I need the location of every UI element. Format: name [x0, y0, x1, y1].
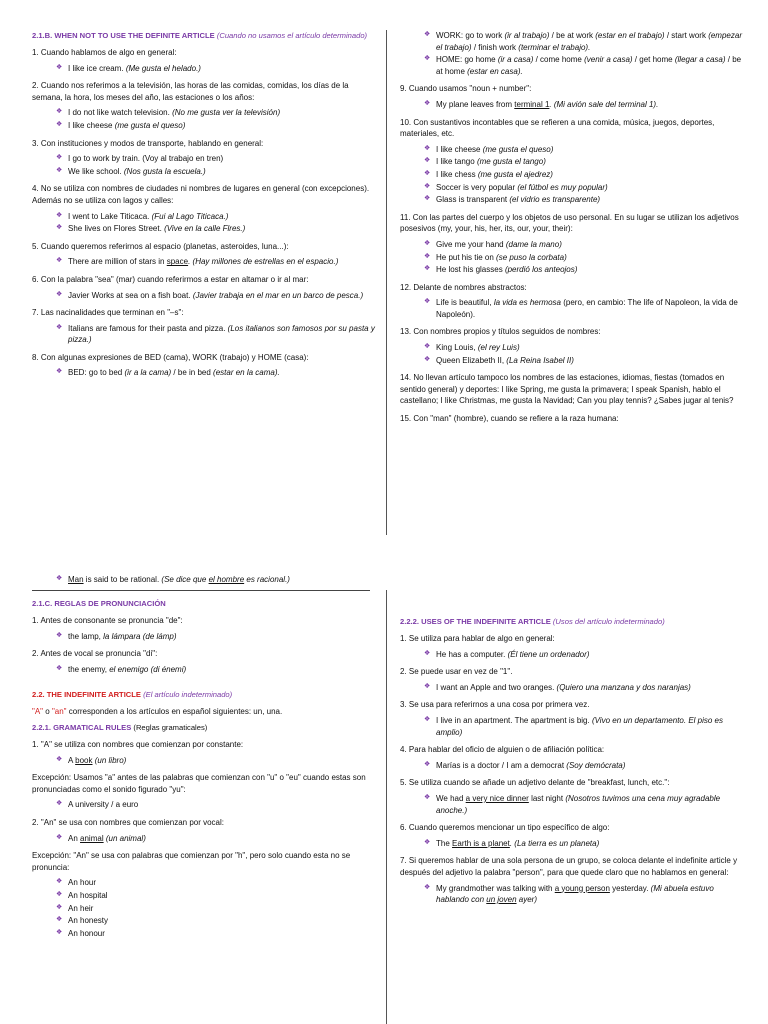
example: ❖ Javier Works at sea on a fish boat. (Javier trabaja en el mar en un barco de pesca.)	[56, 290, 377, 302]
rule-9: 9. Cuando usamos "noun + number":	[400, 84, 532, 94]
example: ❖ Man is said to be rational. (Se dice que el hombre es racional.)	[56, 574, 377, 586]
example-list	[424, 99, 745, 111]
example-list	[56, 664, 377, 676]
example-list	[424, 793, 745, 816]
top-left-column	[32, 30, 377, 385]
example: ❖ I go to work by train. (Voy al trabajo en tren)	[56, 153, 377, 165]
example: ❖ I like tango (me gusta el tango)	[424, 156, 745, 168]
exception: Excepción: Usamos "a" antes de las palabras que comienzan con "u" o "eu" cuando estas son pronunciadas como el sonido figurado "yu":	[32, 773, 366, 794]
example: ❖ I like cheese (me gusta el queso)	[56, 120, 377, 132]
use-1: 1. Se utiliza para hablar de algo en general:	[400, 634, 555, 643]
rule-2: 2. Antes de vocal se pronuncia "di":	[32, 649, 158, 659]
example-list	[424, 715, 745, 738]
example-list	[56, 107, 377, 131]
example: ❖ WORK: go to work (ir al trabajo) / be at work (estar en el trabajo) / start work (empezar el trabajo) / finish work (terminar el trabajo).	[424, 30, 745, 53]
example-list	[56, 631, 377, 643]
rule-7: 7. Las nacinalidades que terminan en "–s":	[32, 308, 184, 318]
use-7: 7. Si queremos hablar de una sola persona de un grupo, se coloca delante el indefinite article y después del adjetivo la palabra "person", para que quede claro que no hablamos en general:	[400, 856, 738, 877]
example-list	[424, 297, 745, 320]
example: ❖ HOME: go home (ir a casa) / come home (venir a casa) / get home (llegar a casa) / be at home (estar en casa).	[424, 54, 745, 77]
example: ❖ An honesty	[56, 915, 377, 927]
example: ❖ He put his tie on (se puso la corbata)	[424, 252, 745, 264]
example: ❖ the enemy, el enemigo (di énemi)	[56, 664, 377, 676]
section-title: 2.2.1. GRAMATICAL RULES (Reglas gramaticales)	[32, 722, 208, 732]
example: ❖ An honour	[56, 928, 377, 940]
example-list	[424, 682, 745, 694]
example: ❖ I do not like watch television. (No me gusta ver la televisión)	[56, 107, 377, 119]
example: ❖ My grandmother was talking with a young person yesterday. (Mi abuela estuvo hablando con un joven ayer)	[424, 883, 745, 906]
column-divider	[386, 30, 387, 535]
use-6: 6. Cuando queremos mencionar un tipo específico de algo:	[400, 823, 610, 833]
example: ❖ I went to Lake Titicaca. (Fui al Lago Titicaca.)	[56, 211, 377, 223]
example-list	[424, 144, 745, 206]
rule-6: 6. Con la palabra "sea" (mar) cuando referirmos a estar en altamar o ir al mar:	[32, 274, 309, 284]
example: ❖ the lamp, la lámpara (de lámp)	[56, 631, 377, 643]
example: ❖ An hour	[56, 877, 377, 889]
example: ❖ I like chess (me gusta el ajedrez)	[424, 169, 745, 181]
example: ❖ The Earth is a planet. (La tierra es un planeta)	[424, 838, 745, 850]
rule-1: 1. Antes de consonante se pronuncia "de":	[32, 616, 183, 625]
example: ❖ An hospital	[56, 890, 377, 902]
rule-12: 12. Delante de nombres abstractos:	[400, 282, 527, 292]
example-list	[424, 649, 745, 661]
example: ❖ I live in an apartment. The apartment is big. (Vivo en un departamento. El piso es amplio)	[424, 715, 745, 738]
example: ❖ An animal (un animal)	[56, 833, 377, 845]
example-list	[424, 883, 745, 906]
example: ❖ A book (un libro)	[56, 755, 377, 767]
example-list	[56, 833, 377, 845]
rule-5: 5. Cuando queremos referirnos al espacio (planetas, asteroides, luna...):	[32, 241, 289, 251]
example: ❖ I like cheese (me gusta el queso)	[424, 144, 745, 156]
example: ❖ BED: go to bed (ir a la cama) / be in bed (estar en la cama).	[56, 367, 377, 379]
bottom-left-column	[32, 574, 377, 592]
example-list	[56, 799, 377, 811]
example: ❖ He lost his glasses (perdió los anteojos)	[424, 264, 745, 276]
example: ❖ Glass is transparent (el vidrio es transparente)	[424, 194, 745, 206]
rule-4: 4. No se utiliza con nombres de ciudades ni nombres de lugares en general (con excepciones). Además no se utiliza con lagos y calles:	[32, 184, 370, 205]
use-2: 2. Se puede usar en vez de "1".	[400, 667, 513, 677]
rule-10: 10. Con sustantivos incontables que se refieren a una comida, música, juegos, deportes, materiales, etc.	[400, 117, 715, 139]
example-list	[56, 256, 377, 268]
example-list	[424, 239, 745, 276]
example-list	[56, 323, 377, 346]
example: ❖ There are million of stars in space. (Hay millones de estrellas en el espacio.)	[56, 256, 377, 268]
a-an-intro: "A" o "an" corresponden a los artículos en español siguientes: un, una.	[32, 707, 283, 717]
rule-8: 8. Con algunas expresiones de BED (cama), WORK (trabajo) y HOME (casa):	[32, 352, 309, 362]
example-list	[56, 153, 377, 177]
example-list	[424, 342, 745, 366]
rule-3: 3. Con instituciones y modos de transporte, hablando en general:	[32, 138, 264, 148]
rule-2: 2. Cuando nos referimos a la televisión, las horas de las comidas, comidas, los días de la semana, la hora, los meses del año, las estaciones o los años:	[32, 81, 349, 102]
example: ❖ Life is beautiful, la vida es hermosa (pero, en cambio: The life of Napoleon, la vida de Napoleón).	[424, 297, 745, 320]
separator-line	[32, 590, 370, 591]
example-list	[56, 574, 377, 586]
example-list	[424, 838, 745, 850]
bottom-left-column-main	[32, 598, 377, 945]
example-list	[424, 760, 745, 772]
section-title: 2.2.2. USES OF THE INDEFINITE ARTICLE (Usos del artículo indeterminado)	[400, 617, 665, 626]
example-list	[56, 290, 377, 302]
rule-11: 11. Con las partes del cuerpo y los objetos de uso personal. En su lugar se utilizan los adjetivos posesivos (my, your, his, her, its, our, your, their):	[400, 212, 739, 234]
example-list	[424, 30, 745, 77]
rule-15: 15. Con "man" (hombre), cuando se refiere a la raza humana:	[400, 414, 619, 424]
example-list	[56, 63, 377, 75]
example: ❖ I want an Apple and two oranges. (Quiero una manzana y dos naranjas)	[424, 682, 745, 694]
top-right-column	[400, 30, 745, 429]
example: ❖ I like ice cream. (Me gusta el helado.)	[56, 63, 377, 75]
rule-14: 14. No llevan artículo tampoco los nombres de las estaciones, idiomas, fiestas (tomados en sentido general) y deportes: I like Spring, me gusta la primavera; I speak Spanish, hablo el castellano; I like Christmas, me gusta la Navidad; Can you play tennis? ¿Sabes jugar al tenis?	[400, 373, 734, 406]
example: ❖ She lives on Flores Street. (Vive en la calle Flres.)	[56, 223, 377, 235]
rule-2: 2. "An" se usa con nombres que comienzan por vocal:	[32, 817, 225, 827]
example: ❖ Give me your hand (dame la mano)	[424, 239, 745, 251]
use-3: 3. Se usa para referirnos a una cosa por primera vez.	[400, 700, 590, 710]
example: ❖ Soccer is very popular (el fútbol es muy popular)	[424, 182, 745, 194]
column-divider	[386, 590, 387, 1024]
example-list	[56, 211, 377, 235]
example: ❖ An heir	[56, 903, 377, 915]
page-bottom	[0, 560, 768, 1024]
section-title: 2.1.C. REGLAS DE PRONUNCIACIÓN	[32, 599, 166, 608]
example: ❖ A university / a euro	[56, 799, 377, 811]
rule-1: 1. "A" se utiliza con nombres que comienzan por constante:	[32, 739, 244, 749]
example-list	[56, 877, 377, 939]
bottom-right-column	[400, 616, 745, 912]
example-list	[56, 755, 377, 767]
example: ❖ We had a very nice dinner last night (Nosotros tuvimos una cena muy agradable anoche.)	[424, 793, 745, 816]
section-title: 2.2. THE INDEFINITE ARTICLE (El artículo indeterminado)	[32, 690, 233, 700]
example: ❖ My plane leaves from terminal 1. (Mi avión sale del terminal 1).	[424, 99, 745, 111]
example: ❖ We like school. (Nos gusta la escuela.)	[56, 166, 377, 178]
example: ❖ Italians are famous for their pasta and pizza. (Los italianos son famosos por su pasta y pizza.)	[56, 323, 377, 346]
example: ❖ King Louis, (el rey Luis)	[424, 342, 745, 354]
rule-13: 13. Con nombres propios y títulos seguidos de nombres:	[400, 327, 601, 337]
use-5: 5. Se utiliza cuando se añade un adjetivo delante de "breakfast, lunch, etc.":	[400, 778, 670, 788]
example: ❖ He has a computer. (Él tiene un ordenador)	[424, 649, 745, 661]
example: ❖ Queen Elizabeth II, (La Reina Isabel II)	[424, 355, 745, 367]
section-title: 2.1.B. WHEN NOT TO USE THE DEFINITE ARTICLE (Cuando no usamos el artículo determinado)	[32, 31, 368, 40]
example: ❖ Marías is a doctor / I am a democrat (Soy demócrata)	[424, 760, 745, 772]
example-list	[56, 367, 377, 379]
exception: Excepción: "An" se usa con palabras que comienzan por "h", pero solo cuando esta no se pronuncia:	[32, 851, 351, 872]
rule-1: 1. Cuando hablamos de algo en general:	[32, 48, 177, 57]
use-4: 4. Para hablar del oficio de alguien o de afiliación política:	[400, 745, 605, 755]
